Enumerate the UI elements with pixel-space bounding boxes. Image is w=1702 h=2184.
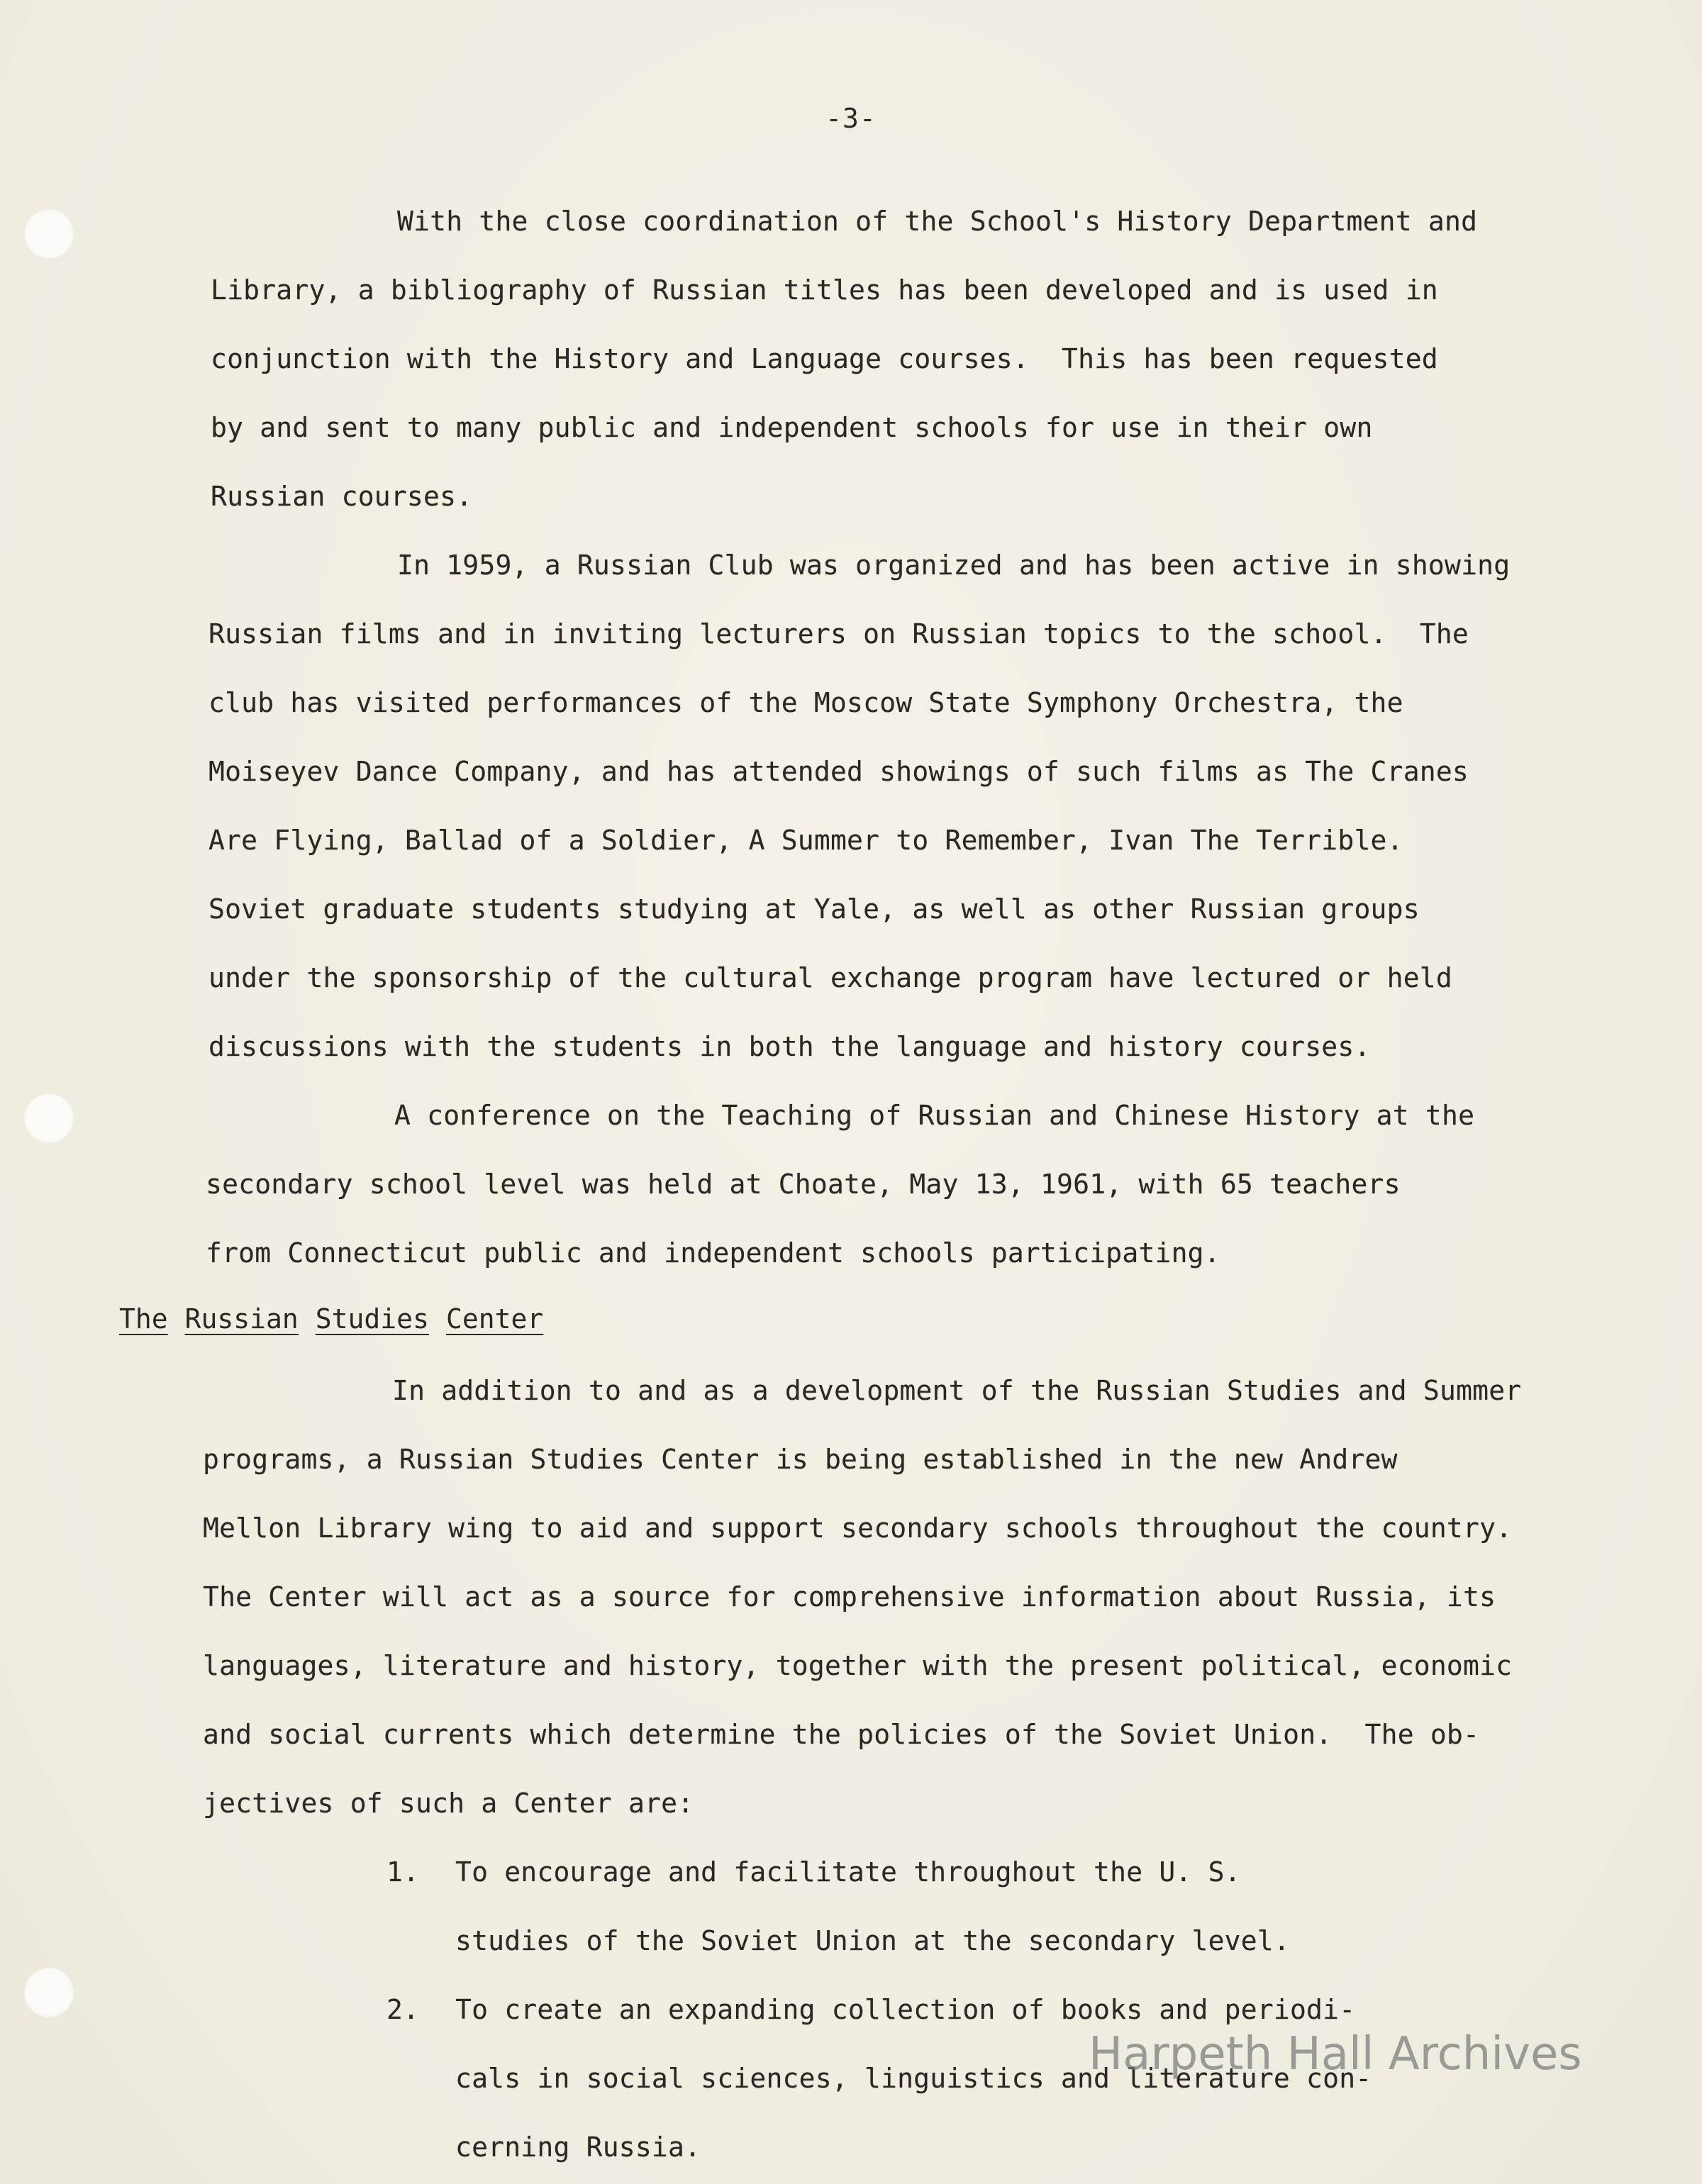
- list-item-line: cals in social sciences, linguistics and literature con-: [455, 2063, 1372, 2094]
- punch-hole: [24, 1093, 74, 1143]
- paragraph-line: languages, literature and history, together with the present political, economic: [203, 1650, 1513, 1681]
- archive-watermark: Harpeth Hall Archives: [1089, 2028, 1582, 2080]
- paragraph-line: club has visited performances of the Moscow State Symphony Orchestra, the: [208, 687, 1403, 718]
- paragraph-line: from Connecticut public and independent schools participating.: [206, 1237, 1220, 1269]
- paragraph-line: programs, a Russian Studies Center is being established in the new Andrew: [203, 1444, 1398, 1475]
- paragraph-line: In addition to and as a development of the Russian Studies and Summer: [392, 1375, 1522, 1406]
- heading-word: Center: [445, 1303, 544, 1335]
- paragraph-line: jectives of such a Center are:: [203, 1788, 694, 1819]
- paragraph-line: conjunction with the History and Language courses. This has been requested: [211, 343, 1438, 374]
- list-item-line: To create an expanding collection of books and periodi-: [455, 1994, 1356, 2025]
- paragraph-line: discussions with the students in both the language and history courses.: [208, 1031, 1371, 1062]
- page-number: -3-: [825, 103, 877, 134]
- heading-word: Studies: [315, 1303, 429, 1335]
- paragraph-line: Soviet graduate students studying at Yale, as well as other Russian groups: [208, 893, 1420, 925]
- paragraph-line: With the close coordination of the School's History Department and: [397, 206, 1478, 237]
- heading-word: Russian: [184, 1303, 299, 1335]
- paragraph-line: A conference on the Teaching of Russian and Chinese History at the: [394, 1100, 1475, 1131]
- paragraph-line: The Center will act as a source for comprehensive information about Russia, its: [203, 1581, 1496, 1612]
- paragraph-line: Are Flying, Ballad of a Soldier, A Summer to Remember, Ivan The Terrible.: [208, 825, 1403, 856]
- paragraph-line: Library, a bibliography of Russian titles has been developed and is used in: [211, 274, 1438, 306]
- paragraph-line: under the sponsorship of the cultural exchange program have lectured or held: [208, 962, 1452, 993]
- paragraph-line: Russian films and in inviting lecturers on Russian topics to the school. The: [208, 618, 1469, 650]
- heading-word: The: [119, 1303, 168, 1335]
- list-item-line: To encourage and facilitate throughout the U. S.: [455, 1856, 1241, 1888]
- paragraph-line: and social currents which determine the policies of the Soviet Union. The ob-: [203, 1719, 1480, 1750]
- punch-hole: [24, 209, 74, 259]
- list-item-line: studies of the Soviet Union at the secondary level.: [455, 1925, 1290, 1956]
- list-item-number: 2.: [386, 1994, 420, 2025]
- paragraph-line: Moiseyev Dance Company, and has attended showings of such films as The Cranes: [208, 756, 1469, 787]
- paragraph-line: by and sent to many public and independent schools for use in their own: [211, 412, 1373, 443]
- paragraph-line: In 1959, a Russian Club was organized and has been active in showing: [397, 550, 1511, 581]
- paragraph-line: secondary school level was held at Choate, May 13, 1961, with 65 teachers: [206, 1169, 1401, 1200]
- paragraph-line: Russian courses.: [211, 481, 473, 512]
- section-heading: [119, 1303, 560, 1335]
- paragraph-line: Mellon Library wing to aid and support secondary schools throughout the country.: [203, 1512, 1513, 1544]
- punch-hole: [24, 1968, 74, 2017]
- list-item-line: cerning Russia.: [455, 2132, 701, 2163]
- list-item-number: 1.: [386, 1856, 420, 1888]
